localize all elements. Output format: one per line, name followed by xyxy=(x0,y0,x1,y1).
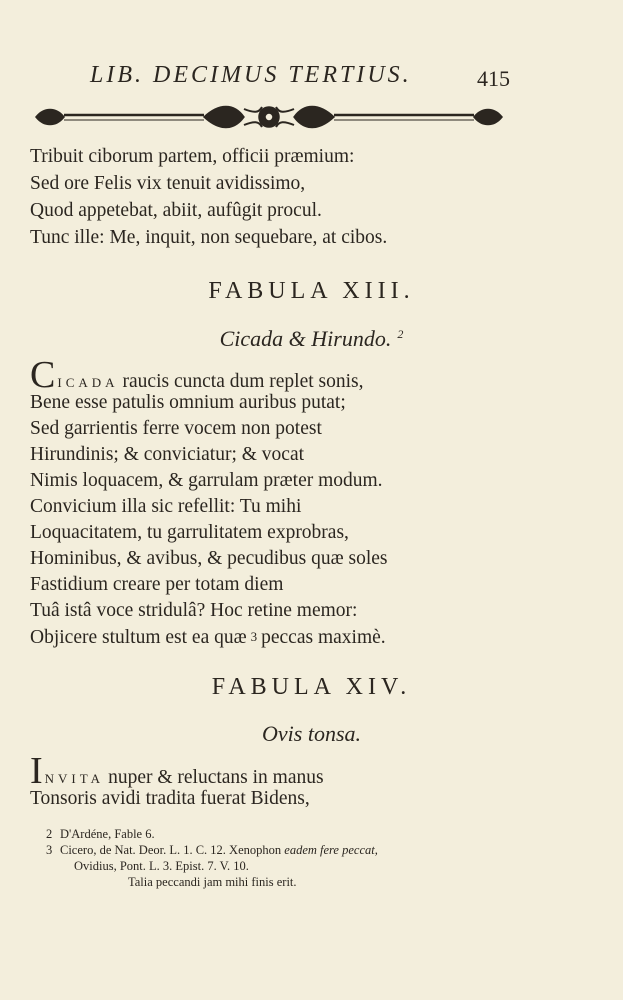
footnote-continuation: Ovidius, Pont. L. 3. Epist. 7. V. 10. xyxy=(74,859,249,873)
verse-line: Tunc ille: Me, inquit, non sequebare, at cibos. xyxy=(30,227,388,248)
verse-line: Hirundinis; & conviciatur; & vocat xyxy=(30,444,305,465)
footnote-number: 2 xyxy=(46,827,53,841)
verse-line: Bene esse patulis omnium auribus putat; xyxy=(30,392,346,413)
page-number: 415 xyxy=(477,66,510,91)
fable-subtitle-text: Cicada & Hirundo. xyxy=(219,326,392,351)
verse-line-start: Objicere stultum est ea quæ xyxy=(30,627,247,648)
footnote xyxy=(46,842,378,858)
verse-last-line xyxy=(30,623,386,651)
verse-line: Loquacitatem, tu garrulitatem exprobras, xyxy=(30,522,349,543)
verse-line: Tribuit ciborum partem, officii præmium: xyxy=(30,146,355,167)
footnote-italic-text: eadem fere peccat, xyxy=(284,843,378,857)
footnotes xyxy=(46,826,378,890)
verse-line: Sed garrientis ferre vocem non potest xyxy=(30,418,322,439)
footnote-number: 3 xyxy=(46,843,53,857)
small-caps-word: NVITA xyxy=(44,771,105,786)
fable-heading: FABULA XIV. xyxy=(211,674,412,700)
verse-line: Nimis loquacem, & garrulam præter modum. xyxy=(30,470,383,491)
verse-line-rest: raucis cuncta dum replet sonis, xyxy=(122,371,364,392)
verse-line: Quod appetebat, abiit, aufûgit procul. xyxy=(30,200,322,221)
verse-line-rest: nuper & reluctans in manus xyxy=(108,767,324,788)
page-header xyxy=(90,62,510,96)
verse-line: Fastidium creare per totam diem xyxy=(30,574,284,595)
footnote-quotation: Talia peccandi jam mihi finis erit. xyxy=(128,875,297,889)
floral-ornament-icon xyxy=(34,103,504,131)
verse-line: Sed ore Felis vix tenuit avidissimo, xyxy=(30,173,306,194)
verse-line: Hominibus, & avibus, & pecudibus quæ soles xyxy=(30,548,388,569)
footnote-ref: 3 xyxy=(250,629,258,644)
verse-line: Convicium illa sic refellit: Tu mihi xyxy=(30,496,302,517)
footnote-ref: 2 xyxy=(397,326,404,341)
small-caps-word: ICADA xyxy=(57,375,119,390)
verse-line: Tuâ istâ voce stridulâ? Hoc retine memor: xyxy=(30,600,358,621)
fable-heading: FABULA XIII. xyxy=(208,278,415,304)
footnote-text: Cicero, de Nat. Deor. L. 1. C. 12. Xenophon xyxy=(60,843,282,857)
verse-line-end: peccas maximè. xyxy=(261,627,386,648)
drop-cap: C xyxy=(30,354,56,396)
verse-line: Tonsoris avidi tradita fuerat Bidens, xyxy=(30,788,310,809)
fable-subtitle xyxy=(0,326,623,352)
fable-subtitle: Ovis tonsa. xyxy=(262,721,361,746)
footnote-text: D'Ardéne, Fable 6. xyxy=(60,827,155,841)
running-title: LIB. DECIMUS TERTIUS. xyxy=(90,62,412,88)
footnote xyxy=(46,826,378,842)
drop-cap: I xyxy=(30,750,43,792)
